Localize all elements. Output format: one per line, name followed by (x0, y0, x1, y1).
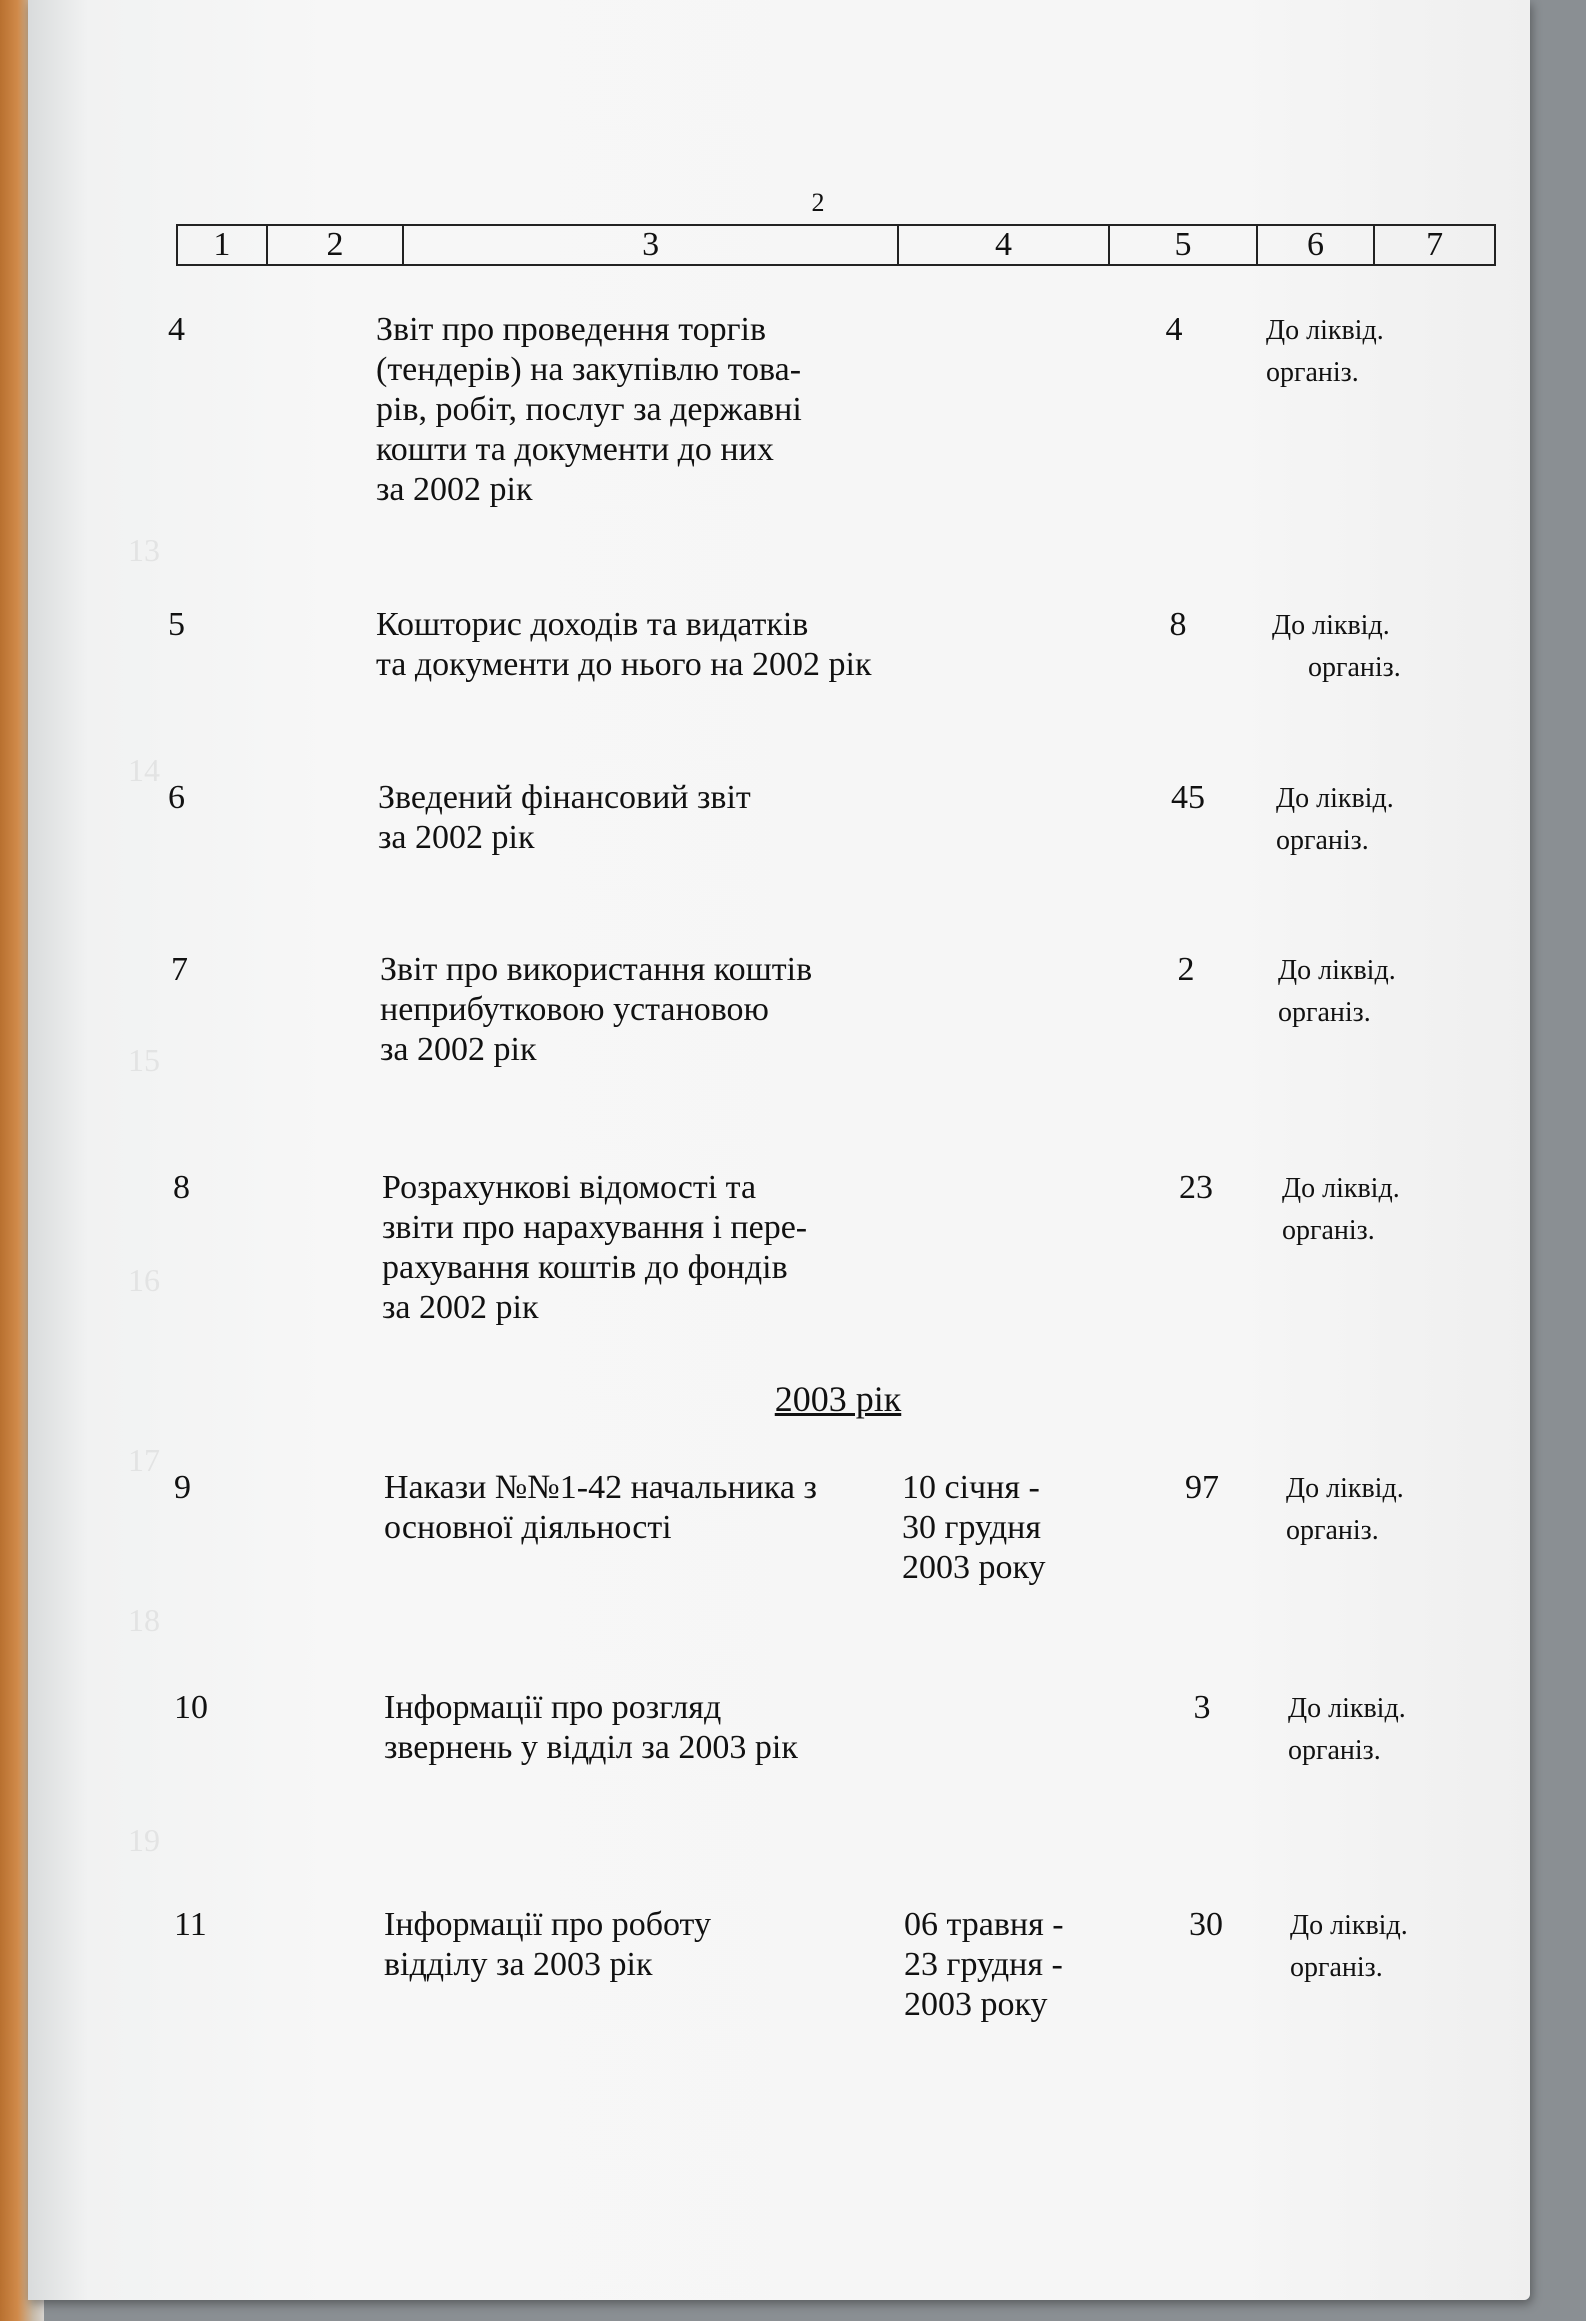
entry-number: 6 (168, 779, 185, 816)
entry-title: Накази №№1-42 начальника з основної діяльності (384, 1469, 817, 1546)
entry-count: 2 (1177, 951, 1195, 988)
bleed-through-text: 15 (128, 1042, 160, 1078)
entry-number: 7 (171, 951, 188, 988)
column-header-5: 5 (1110, 226, 1258, 264)
entry-title: Звіт про проведення торгів (тендерів) на закупівлю това- рів, робіт, послуг за державні кошти та документи до них за 2002 рік (376, 311, 802, 508)
column-header-1: 1 (178, 226, 268, 264)
entry-disposition: До ліквід. організ. (1276, 783, 1394, 856)
entry-number: 11 (174, 1906, 207, 1943)
column-header-2: 2 (268, 226, 405, 264)
entry-title: Розрахункові відомості та звіти про нарахування і пере- рахування коштів до фондів за 2002 рік (382, 1169, 808, 1326)
entry-count: 8 (1169, 606, 1187, 643)
bleed-through-text: 14 (128, 752, 160, 788)
entry-disposition: До ліквід. організ. (1266, 315, 1384, 388)
entry-disposition: До ліквід. організ. (1272, 610, 1401, 683)
entry-count: 97 (1185, 1469, 1219, 1506)
entry-count: 23 (1179, 1169, 1213, 1206)
entry-title: Інформації про розгляд звернень у відділ за 2003 рік (384, 1689, 798, 1766)
column-header-7: 7 (1426, 226, 1444, 263)
column-header-table (176, 224, 1496, 266)
column-header-3: 3 (404, 226, 898, 264)
entry-disposition: До ліквід. організ. (1288, 1693, 1406, 1766)
bleed-through-text: 13 (128, 532, 160, 568)
entry-dates: 06 травня - 23 грудня - 2003 року (904, 1906, 1064, 2023)
bleed-through-text: 19 (128, 1822, 160, 1858)
entry-title: Зведений фінансовий звіт за 2002 рік (378, 779, 751, 856)
bleed-through-text: 18 (128, 1602, 160, 1638)
entry-title: Інформації про роботу відділу за 2003 рік (384, 1906, 711, 1983)
column-header-4: 4 (899, 226, 1110, 264)
entry-number: 5 (168, 606, 185, 643)
page-number: 2 (811, 188, 825, 217)
entry-disposition: До ліквід. організ. (1286, 1473, 1404, 1546)
entry-title: Звіт про використання коштів неприбутковою установою за 2002 рік (380, 951, 813, 1068)
entry-title: Кошторис доходів та видатків та документи до нього на 2002 рік (376, 606, 872, 683)
entry-number: 9 (174, 1469, 191, 1506)
entry-count: 30 (1189, 1906, 1223, 1943)
entry-dates: 10 січня - 30 грудня 2003 року (902, 1469, 1046, 1586)
entry-disposition: До ліквід. організ. (1290, 1910, 1408, 1983)
entry-number: 4 (168, 311, 185, 348)
column-header-6: 6 (1258, 226, 1376, 264)
document-page (28, 0, 1530, 2300)
entry-disposition: До ліквід. організ. (1278, 955, 1396, 1028)
entry-number: 10 (174, 1689, 208, 1726)
entry-count: 3 (1193, 1689, 1211, 1726)
entry-count: 45 (1171, 779, 1205, 816)
section-heading-year: 2003 рік (774, 1379, 902, 1419)
bleed-through-text: 16 (128, 1262, 160, 1298)
entry-count: 4 (1165, 311, 1183, 348)
bleed-through-text: 17 (128, 1442, 160, 1478)
entry-number: 8 (173, 1169, 190, 1206)
entry-disposition: До ліквід. організ. (1282, 1173, 1400, 1246)
